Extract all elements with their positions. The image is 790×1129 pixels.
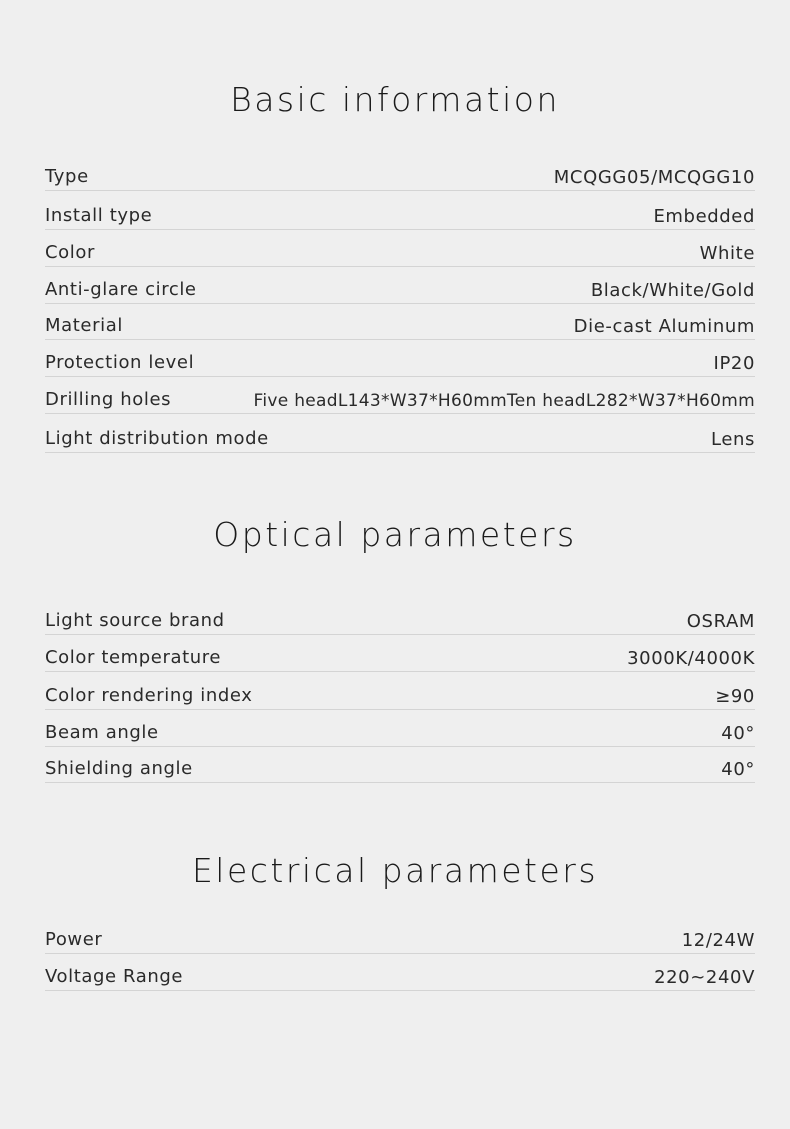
spec-value: ≥90 [715,686,755,707]
spec-label: Color [45,242,95,263]
spec-row-light-source-brand [45,610,755,635]
spec-row-type [45,166,755,191]
spec-row-voltage-range [45,966,755,991]
spec-value: Die-cast Aluminum [573,316,755,337]
spec-row-drilling-holes [45,389,755,414]
spec-label: Beam angle [45,722,159,743]
spec-label: Power [45,929,103,950]
spec-label: Shielding angle [45,758,193,779]
spec-label: Voltage Range [45,966,184,987]
spec-value: OSRAM [686,611,755,632]
spec-value: Black/White/Gold [590,280,755,301]
spec-value: IP20 [713,353,755,374]
spec-label: Material [45,315,123,336]
spec-value: Embedded [653,206,755,227]
spec-label: Anti-glare circle [45,279,197,300]
spec-label: Drilling holes [45,389,172,410]
spec-row-color-rendering-index [45,685,755,710]
spec-label: Color temperature [45,647,222,668]
spec-row-power [45,929,755,954]
spec-row-anti-glare-circle [45,279,755,304]
spec-value: 220~240V [654,967,755,988]
spec-row-color-temperature [45,647,755,672]
spec-row-material [45,315,755,340]
spec-value: 12/24W [681,930,755,951]
spec-label: Light source brand [45,610,225,631]
basic-information-title: Basic information [230,80,560,119]
spec-row-beam-angle [45,722,755,747]
spec-label: Color rendering index [45,685,253,706]
optical-parameters-title: Optical parameters [213,515,577,554]
spec-value: 40° [721,759,755,780]
spec-value: 40° [721,723,755,744]
spec-value: Lens [711,429,755,450]
spec-value: White [699,243,755,264]
spec-row-shielding-angle [45,758,755,783]
electrical-parameters-title: Electrical parameters [191,851,599,890]
spec-row-color [45,242,755,267]
spec-label: Light distribution mode [45,428,269,449]
spec-value: 3000K/4000K [627,648,755,669]
spec-row-protection-level [45,352,755,377]
spec-row-install-type [45,205,755,230]
spec-value: Five headL143*W37*H60mmTen headL282*W37*H60mm [253,391,755,411]
spec-label: Protection level [45,352,195,373]
spec-label: Install type [45,205,153,226]
spec-row-light-distribution-mode [45,428,755,453]
spec-value: MCQGG05/MCQGG10 [553,167,755,188]
spec-label: Type [45,166,89,187]
